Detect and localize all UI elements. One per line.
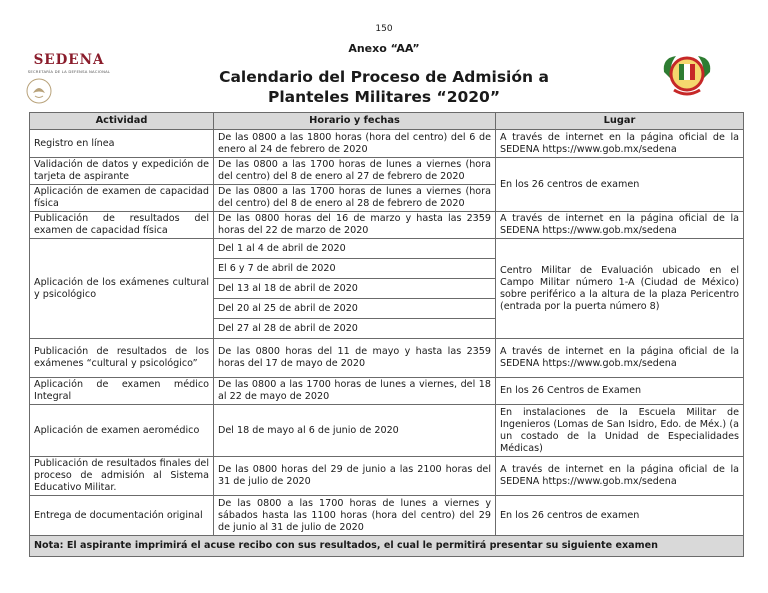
admission-calendar-table <box>29 112 744 557</box>
cell-horario: De las 0800 horas del 29 de junio a las 2100 horas del 31 de julio de 2020 <box>214 457 496 496</box>
cell-horario: Del 20 al 25 de abril de 2020 <box>214 299 496 319</box>
cell-lugar: En los 26 Centros de Examen <box>496 378 744 405</box>
cell-lugar: A través de internet en la página oficial de la SEDENA https://www.gob.mx/sedena <box>496 212 744 239</box>
cell-lugar: Centro Militar de Evaluación ubicado en el Campo Militar número 1-A (Ciudad de México) sobre periférico a la altura de la plaza Pericentro (entrada por la puerta número 8) <box>496 239 744 339</box>
cell-horario: El 6 y 7 de abril de 2020 <box>214 259 496 279</box>
cell-lugar: En los 26 centros de examen <box>496 496 744 536</box>
note-row <box>30 536 744 557</box>
cell-horario: De las 0800 a las 1700 horas de lunes a viernes, del 18 al 22 de mayo de 2020 <box>214 378 496 405</box>
sedena-logo <box>26 52 112 108</box>
cell-horario: De las 0800 a las 1700 horas de lunes a viernes (hora del centro) del 8 de enero al 28 de febrero de 2020 <box>214 185 496 212</box>
table-row <box>30 158 744 185</box>
cell-actividad: Validación de datos y expedición de tarjeta de aspirante <box>30 158 214 185</box>
title-line-2: Planteles Militares “2020” <box>267 88 501 106</box>
cell-actividad: Aplicación de examen médico Integral <box>30 378 214 405</box>
cell-actividad: Publicación de resultados de los exámenes “cultural y psicológico” <box>30 339 214 378</box>
cell-horario: De las 0800 horas del 11 de mayo y hasta las 2359 horas del 17 de mayo de 2020 <box>214 339 496 378</box>
cell-actividad: Entrega de documentación original <box>30 496 214 536</box>
title-line-1: Calendario del Proceso de Admisión a <box>219 68 549 86</box>
page-number: 150 <box>375 24 393 34</box>
cell-lugar: En los 26 centros de examen <box>496 158 744 212</box>
note-text: Nota: El aspirante imprimirá el acuse recibo con sus resultados, el cual le permitirá presentar su siguiente examen <box>30 536 744 557</box>
table-row <box>30 378 744 405</box>
table-row <box>30 405 744 457</box>
sedena-subtitle: SECRETARÍA DE LA DEFENSA NACIONAL <box>27 69 111 74</box>
cell-horario: De las 0800 a las 1700 horas de lunes a viernes y sábados hasta las 1100 horas (hora del centro) del 29 de junio al 31 de julio de 2020 <box>214 496 496 536</box>
annex-label: Anexo “AA” <box>348 42 420 55</box>
cell-horario: Del 27 al 28 de abril de 2020 <box>214 319 496 339</box>
cell-horario: De las 0800 horas del 16 de marzo y hasta las 2359 horas del 22 de marzo de 2020 <box>214 212 496 239</box>
header-horario: Horario y fechas <box>214 113 496 130</box>
cell-actividad: Publicación de resultados del examen de capacidad física <box>30 212 214 239</box>
cell-lugar: A través de internet en la página oficial de la SEDENA https://www.gob.mx/sedena <box>496 339 744 378</box>
cell-lugar: En instalaciones de la Escuela Militar de Ingenieros (Lomas de San Isidro, Edo. de Méx.) (a un costado de la Unidad de Especialidades Médicas) <box>496 405 744 457</box>
military-school-crest-icon <box>660 50 714 100</box>
sedena-wordmark: SEDENA <box>33 52 105 68</box>
cell-lugar: A través de internet en la página oficial de la SEDENA https://www.gob.mx/sedena <box>496 130 744 158</box>
cell-horario: De las 0800 a las 1800 horas (hora del centro) del 6 de enero al 24 de febrero de 2020 <box>214 130 496 158</box>
cell-horario: De las 0800 a las 1700 horas de lunes a viernes (hora del centro) del 8 de enero al 27 de febrero de 2020 <box>214 158 496 185</box>
table-row <box>30 457 744 496</box>
cell-actividad: Aplicación de examen aeromédico <box>30 405 214 457</box>
table-header-row <box>30 113 744 130</box>
cell-horario: Del 18 de mayo al 6 de junio de 2020 <box>214 405 496 457</box>
table-row <box>30 496 744 536</box>
cell-horario: Del 1 al 4 de abril de 2020 <box>214 239 496 259</box>
cell-actividad: Aplicación de los exámenes cultural y psicológico <box>30 239 214 339</box>
page-title <box>170 67 598 107</box>
cell-actividad: Aplicación de examen de capacidad física <box>30 185 214 212</box>
eagle-emblem-icon <box>26 78 52 104</box>
cell-lugar: A través de internet en la página oficial de la SEDENA https://www.gob.mx/sedena <box>496 457 744 496</box>
cell-horario: Del 13 al 18 de abril de 2020 <box>214 279 496 299</box>
header-actividad: Actividad <box>30 113 214 130</box>
cell-actividad: Registro en línea <box>30 130 214 158</box>
table-row <box>30 130 744 158</box>
table-row <box>30 212 744 239</box>
header-lugar: Lugar <box>496 113 744 130</box>
table-row <box>30 339 744 378</box>
table-row <box>30 239 744 259</box>
cell-actividad: Publicación de resultados finales del proceso de admisión al Sistema Educativo Militar. <box>30 457 214 496</box>
